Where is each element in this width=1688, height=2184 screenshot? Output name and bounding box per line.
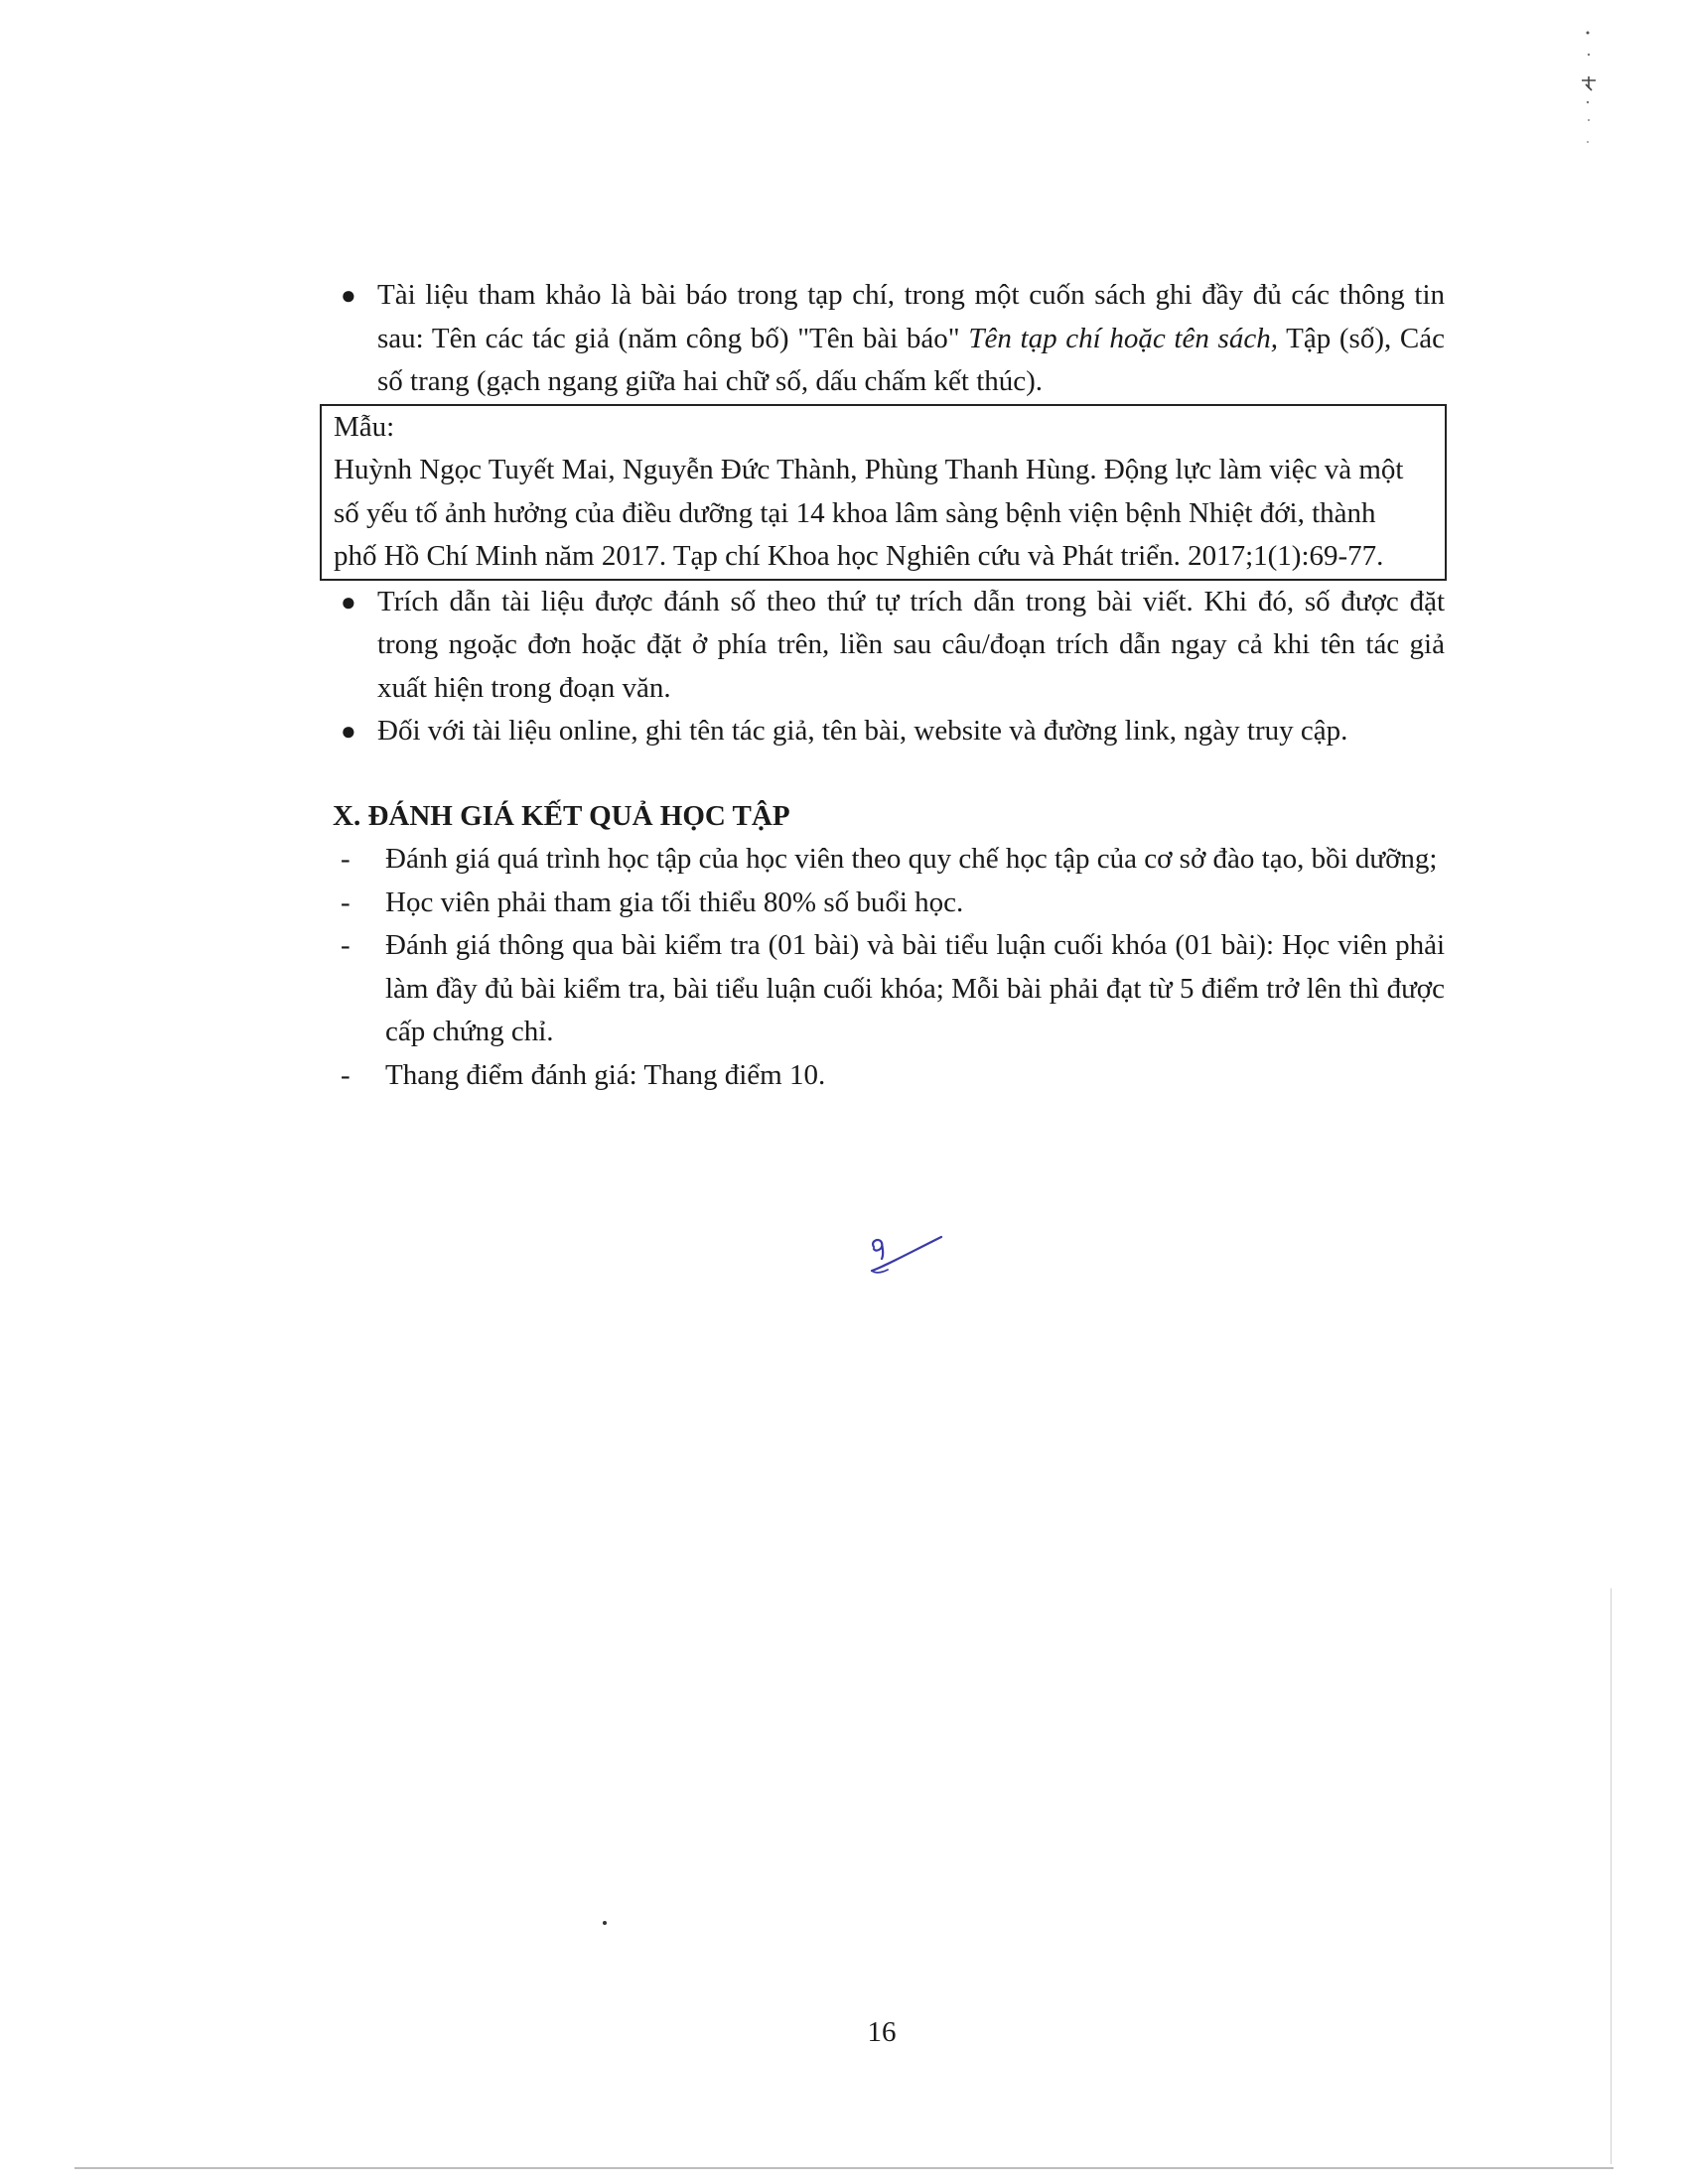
dash-bullet-icon: - (341, 886, 351, 918)
list-item (333, 274, 1445, 404)
list-item-text: Học viên phải tham gia tối thiểu 80% số buổi học. (385, 886, 964, 918)
list-item (333, 838, 1445, 882)
initials-signature-icon (866, 1233, 945, 1279)
list-item-text: Đánh giá quá trình học tập của học viên theo quy chế học tập của cơ sở đào tạo, bồi dưỡng; (385, 843, 1438, 875)
sample-citation-box (320, 404, 1447, 581)
dash-bullet-icon: - (341, 929, 351, 961)
sample-label: Mẫu: (334, 410, 395, 443)
dash-bullet-icon: - (341, 843, 351, 875)
list-item-text: Đối với tài liệu online, ghi tên tác giả, tên bài, website và đường link, ngày truy cập. (377, 715, 1348, 747)
bullet-dot-icon: ● (341, 281, 356, 310)
scan-speck (603, 1921, 607, 1925)
list-item-text: Trích dẫn tài liệu được đánh số theo thứ tự trích dẫn trong bài viết. Khi đó, số được đặt trong ngoặc đơn hoặc đặt ở phía trên, liền sau câu/đoạn trích dẫn ngay cả khi tên tác giả xuất hiện trong đoạn văn. (377, 585, 1445, 704)
list-item-italic-text: Tên tạp chí hoặc tên sách, (968, 322, 1278, 354)
page-number: 16 (867, 2016, 897, 2048)
list-item (333, 882, 1445, 925)
list-item-text: Tài liệu tham khảo là bài báo trong tạp chí, trong một cuốn sách ghi đầy đủ các thông tin sau: Tên các tác giả (năm công bố) "Tên bài báo" (377, 279, 1445, 354)
scan-bottom-line (74, 2167, 1614, 2169)
dash-bullet-icon: - (341, 1058, 351, 1091)
list-item (333, 710, 1445, 753)
bullet-dot-icon: ● (341, 717, 356, 746)
scan-corner-marks-icon (1574, 25, 1604, 164)
list-item-text-end: Tập (số), Các số trang (gạch ngang giữa hai chữ số, dấu chấm kết thúc). (377, 322, 1446, 397)
bullet-dot-icon: ● (341, 587, 356, 616)
document-body (333, 274, 1445, 1097)
sample-citation: Huỳnh Ngọc Tuyết Mai, Nguyễn Đức Thành, Phùng Thanh Hùng. Động lực làm việc và một số yếu tố ảnh hưởng của điều dưỡng tại 14 khoa lâm sàng bệnh viện bệnh Nhiệt đới, thành phố Hồ Chí Minh năm 2017. Tạp chí Khoa học Nghiên cứu và Phát triển. 2017;1(1):69-77. (334, 454, 1404, 572)
section-heading: X. ĐÁNH GIÁ KẾT QUẢ HỌC TẬP (333, 799, 790, 832)
list-item (333, 1054, 1445, 1098)
list-item-text: Thang điểm đánh giá: Thang điểm 10. (385, 1058, 826, 1091)
scan-edge-line (1611, 1588, 1612, 2164)
list-item (333, 581, 1445, 711)
list-item (333, 924, 1445, 1054)
list-item-text: Đánh giá thông qua bài kiểm tra (01 bài) và bài tiểu luận cuối khóa (01 bài): Học viên phải làm đầy đủ bài kiểm tra, bài tiểu luận cuối khóa; Mỗi bài phải đạt từ 5 điểm trở lên thì được cấp chứng chỉ. (385, 929, 1445, 1047)
